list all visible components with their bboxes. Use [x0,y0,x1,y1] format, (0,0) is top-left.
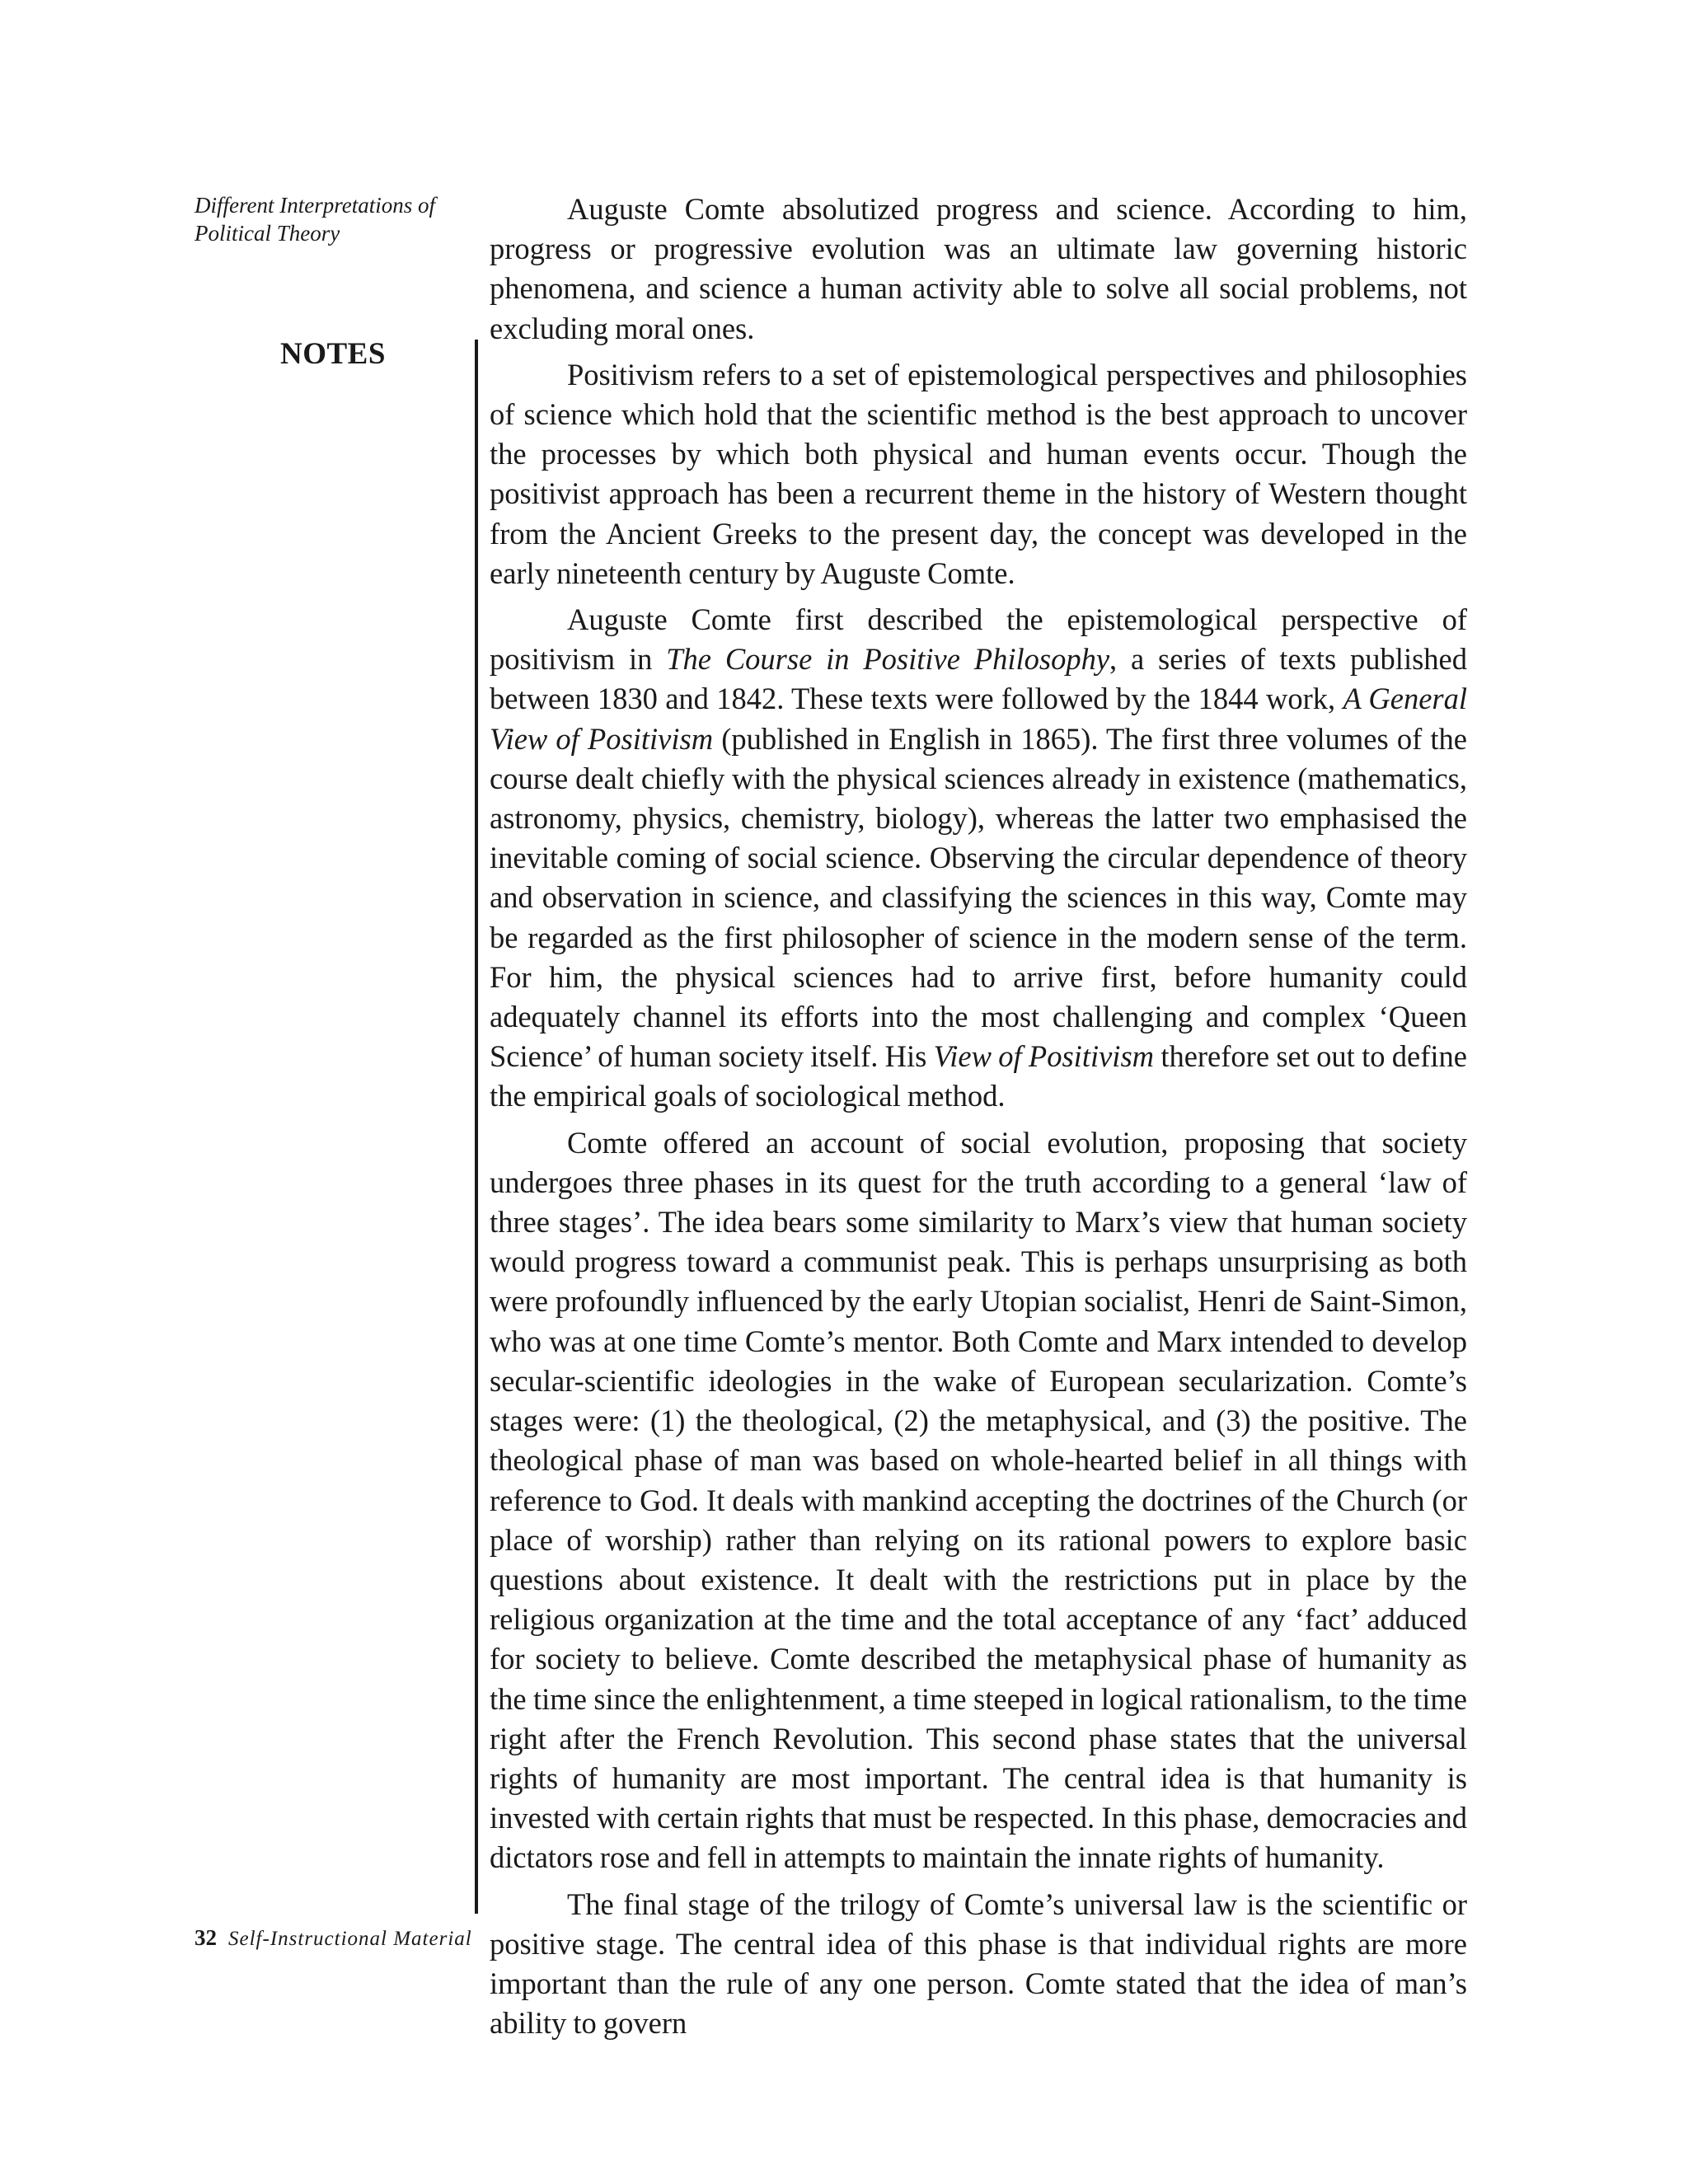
paragraph-2 [490,355,1467,593]
running-header-line-2: Political Theory [195,221,340,246]
paragraph-1 [490,190,1467,349]
page-number: 32 [195,1925,217,1950]
book-title-course-positive-philosophy: The Course in Positive Philosophy [666,642,1110,677]
paragraph-5-text: The final stage of the trilogy of Comte’s universal law is the scientific or positive stage. The central idea of this phase is that individual rights are more important than the rule of any one person. Comte stated that the idea of man’s ability to govern [490,1886,1467,2041]
running-header-line-1: Different Interpretations of [195,193,435,218]
page-footer [195,1925,472,1951]
body-text [490,190,1467,2050]
footer-label: Self-Instructional Material [228,1928,472,1950]
notes-label: NOTES [280,337,386,371]
paragraph-3-text-b: , a series of texts published between 1830 and 1842. These texts were followed by the 1844 work, [490,642,1467,716]
paragraph-4-text: Comte offered an account of social evolution, proposing that society undergoes three phases in its quest for the truth according to a general ‘law of three stages’. The idea bears some similarity to Marx’s view that human society would progress toward a communist peak. This is perhaps unsurprising as both were profoundly influenced by the early Utopian socialist, Henri de Saint-Simon, who was at one time Comte’s mentor. Both Comte and Marx intended to develop secular-scientific ideologies in the wake of European secularization. Comte’s stages were: (1) the theological, (2) the metaphysical, and (3) the positive. The theological phase of man was based on whole-hearted belief in all things with reference to God. It deals with mankind accepting the doctrines of the Church (or place of worship) rather than relying on its rational powers to explore basic questions about existence. It dealt with the restrictions put in place by the religious organization at the time and the total acceptance of any ‘fact’ adduced for society to believe. Comte described the metaphysical phase of humanity as the time since the enlightenment, a time steeped in logical rationalism, to the time right after the French Revolution. This second phase states that the universal rights of humanity are most important. The central idea is that humanity is invested with certain rights that must be respected. In this phase, democracies and dictators rose and fell in attempts to maintain the innate rights of humanity. [490,1125,1467,1875]
paragraph-2-text: Positivism refers to a set of epistemological perspectives and philosophies of science which hold that the scientific method is the best approach to uncover the processes by which both physical and human events occur. Though the positivist approach has been a recurrent theme in the history of Western thought from the Ancient Greeks to the present day, the concept was developed in the early nineteenth century by Auguste Comte. [490,357,1467,590]
margin-divider-rule [475,340,478,1914]
book-title-view-of-positivism: View of Positivism [933,1039,1155,1074]
book-title-general-view-positivism: A General View of Positivism [490,682,1468,756]
paragraph-3-text-d: therefore set out to define the empirical goals of sociological method. [490,1039,1467,1113]
paragraph-3-text-c: (published in English in 1865). The first three volumes of the course dealt chiefly with the physical sciences already in existence (mathematics, astronomy, physics, chemistry, biology), whereas the latter two emphasised the inevitable coming of social science. Observing the circular dependence of theory and observation in science, and classifying the sciences in this way, Comte may be regarded as the first philosopher of science in the modern sense of the term. For him, the physical sciences had to arrive first, before humanity could adequately channel its efforts into the most challenging and complex ‘Queen Science’ of human society itself. His [490,721,1467,1074]
paragraph-3 [490,600,1467,1117]
paragraph-1-text: Auguste Comte absolutized progress and science. According to him, progress or progressive evolution was an ultimate law governing historic phenomena, and science a human activity able to solve all social problems, not excluding moral ones. [490,192,1467,345]
paragraph-4 [490,1123,1467,1878]
paragraph-3-text-a: Auguste Comte first described the epistemological perspective of positivism in [490,602,1467,677]
running-header [195,191,475,247]
paragraph-5 [490,1885,1467,2044]
